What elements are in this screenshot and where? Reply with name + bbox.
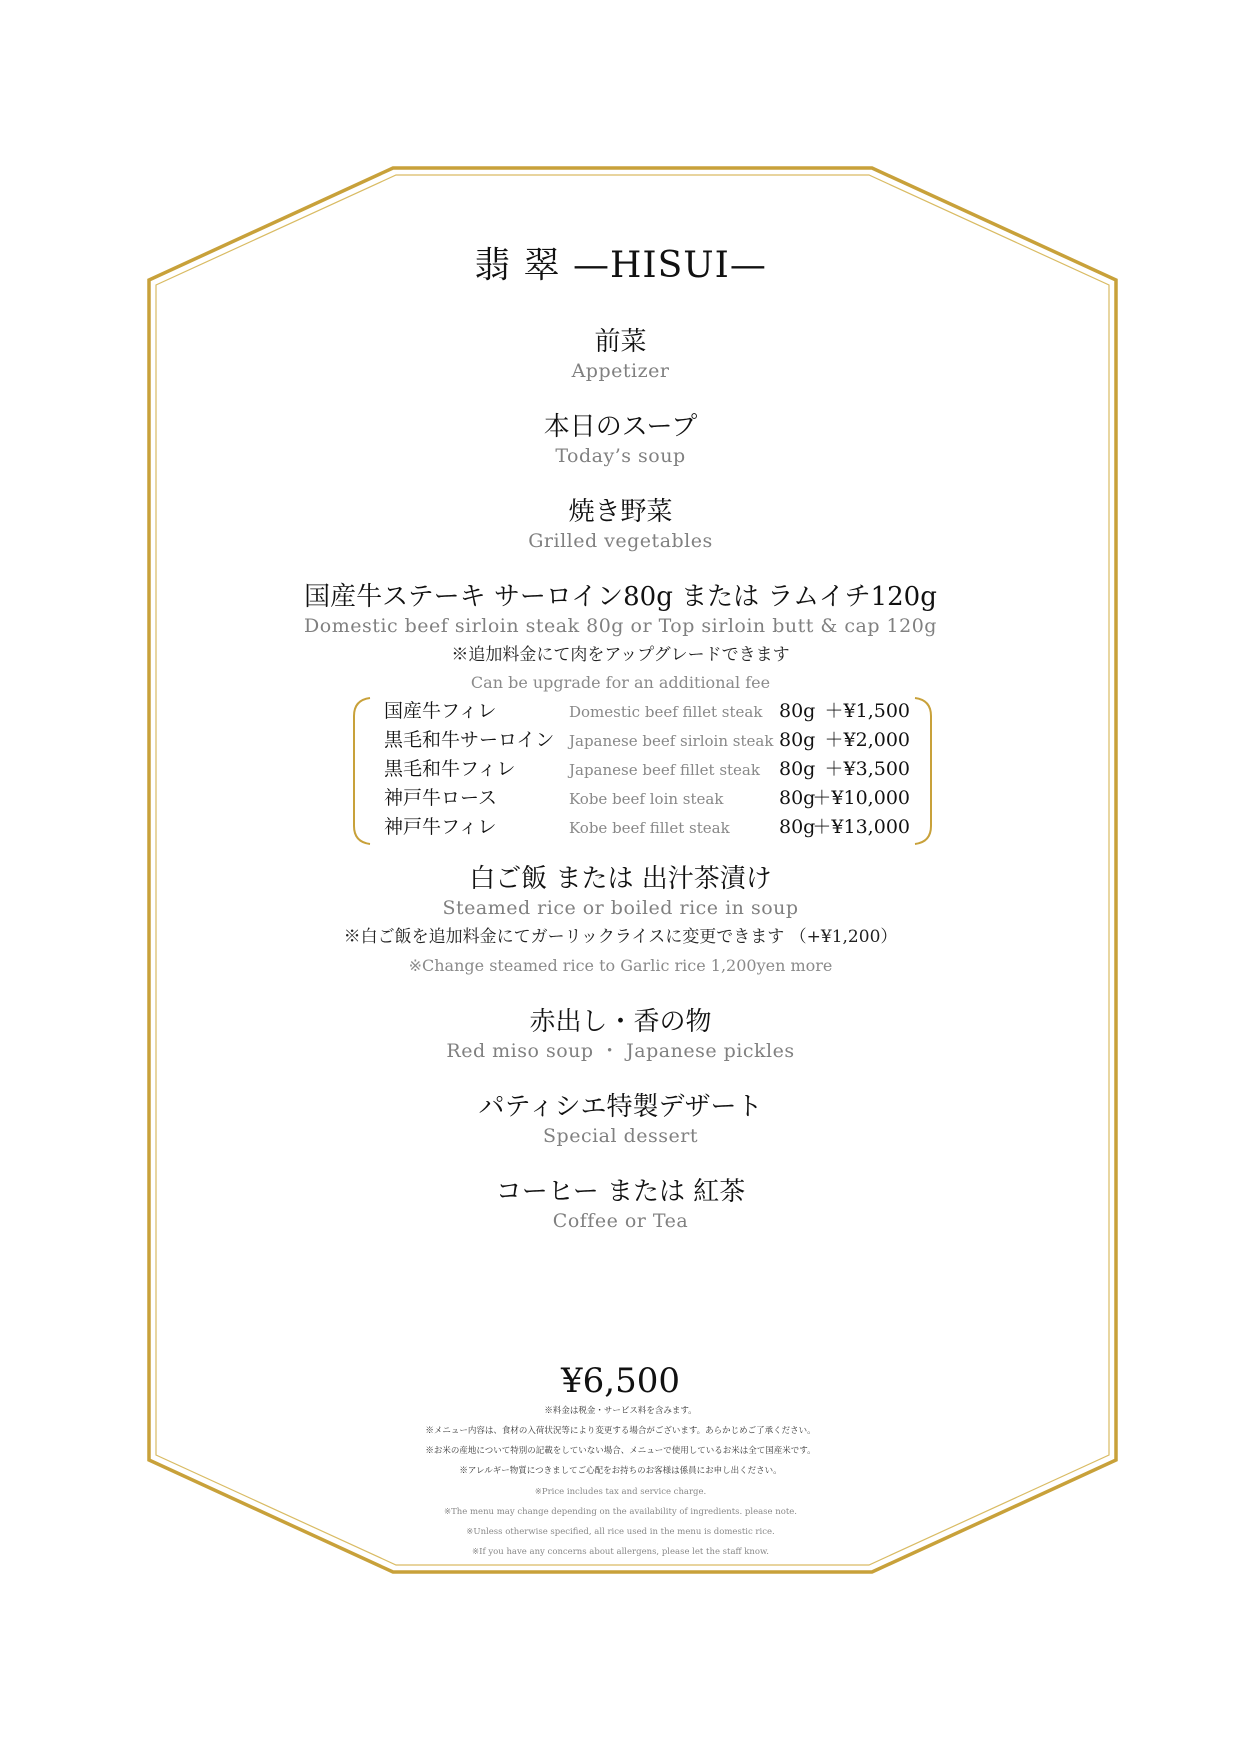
vegetables-jp: 焼き野菜 (568, 497, 673, 527)
upgrade-name-en: Kobe beef fillet steak (569, 819, 730, 837)
fine-print-en: ※Price includes tax and service charge. (534, 1487, 707, 1497)
miso-jp: 赤出し・香の物 (529, 1007, 712, 1037)
upgrade-name-en: Japanese beef fillet steak (569, 761, 760, 779)
upgrade-weight: 80g (779, 787, 816, 809)
upgrade-bracket-right (915, 698, 931, 844)
upgrade-name-jp: 神戸牛フィレ (384, 816, 497, 838)
steak-jp: 国産牛ステーキ サーロイン80g または ラムイチ120g (304, 582, 937, 612)
upgrade-price: ＋¥13,000 (812, 816, 910, 838)
upgrade-name-en: Japanese beef sirloin steak (569, 732, 774, 750)
upgrade-price: ＋¥1,500 (824, 700, 910, 722)
upgrade-row (384, 789, 910, 813)
vegetables-en: Grilled vegetables (528, 530, 713, 552)
upgrade-name-en: Kobe beef loin steak (569, 790, 724, 808)
upgrade-weight: 80g (779, 758, 816, 780)
appetizer-jp: 前菜 (594, 327, 647, 357)
drink-en: Coffee or Tea (552, 1210, 689, 1232)
upgrade-price: ＋¥2,000 (824, 729, 910, 751)
upgrade-bracket-left (354, 698, 370, 844)
upgrade-name-jp: 神戸牛ロース (384, 787, 498, 809)
upgrade-name-jp: 黒毛和牛サーロイン (384, 729, 555, 751)
upgrade-row (384, 818, 910, 842)
upgrade-table (384, 702, 910, 842)
soup-jp: 本日のスープ (543, 412, 698, 442)
upgrade-name-jp: 国産牛フィレ (384, 700, 497, 722)
upgrade-row (384, 731, 910, 755)
upgrade-price: ＋¥3,500 (824, 758, 910, 780)
fine-print-jp: ※お米の産地について特別の記載をしていない場合、メニューで使用しているお米は全て国産米です。 (425, 1446, 816, 1456)
fine-print-jp: ※アレルギー物質につきましてご心配をお持ちのお客様は係員にお申し出ください。 (459, 1466, 782, 1476)
miso-en: Red miso soup ・ Japanese pickles (446, 1040, 795, 1062)
rice-garlic-note-jp: ※白ご飯を追加料金にてガーリックライスに変更できます （+¥1,200） (343, 927, 898, 947)
fine-print-en: ※The menu may change depending on the availability of ingredients. please note. (443, 1507, 798, 1517)
fine-print-en: ※Unless otherwise specified, all rice used in the menu is domestic rice. (466, 1527, 775, 1537)
fine-print-jp: ※料金は税金・サービス料を含みます。 (544, 1406, 697, 1416)
rice-garlic-note-en: ※Change steamed rice to Garlic rice 1,200yen more (408, 956, 833, 975)
upgrade-row (384, 702, 910, 726)
steak-en: Domestic beef sirloin steak 80g or Top sirloin butt & cap 120g (304, 615, 937, 637)
fine-print-en: ※If you have any concerns about allergens, please let the staff know. (472, 1547, 769, 1557)
menu-title: 翡 翠 —HISUI— (474, 245, 767, 286)
steak-upgrade-note-jp: ※追加料金にて肉をアップグレードできます (451, 645, 790, 665)
appetizer-en: Appetizer (571, 360, 670, 382)
dessert-en: Special dessert (543, 1125, 698, 1147)
rice-jp: 白ご飯 または 出汁茶漬け (469, 864, 772, 894)
upgrade-name-en: Domestic beef fillet steak (569, 703, 763, 721)
upgrade-name-jp: 黒毛和牛フィレ (384, 758, 516, 780)
soup-en: Today’s soup (555, 445, 686, 467)
course-price: ¥6,500 (561, 1361, 680, 1401)
upgrade-row (384, 760, 910, 784)
upgrade-weight: 80g (779, 729, 816, 751)
upgrade-price: ＋¥10,000 (812, 787, 910, 809)
rice-en: Steamed rice or boiled rice in soup (442, 897, 799, 919)
steak-upgrade-note-en: Can be upgrade for an additional fee (470, 673, 771, 692)
fine-print-jp: ※メニュー内容は、食材の入荷状況等により変更する場合がございます。あらかじめご了承ください。 (425, 1426, 816, 1436)
upgrade-weight: 80g (779, 816, 816, 838)
upgrade-weight: 80g (779, 700, 816, 722)
dessert-jp: パティシエ特製デザート (478, 1092, 763, 1122)
drink-jp: コーヒー または 紅茶 (495, 1177, 746, 1207)
